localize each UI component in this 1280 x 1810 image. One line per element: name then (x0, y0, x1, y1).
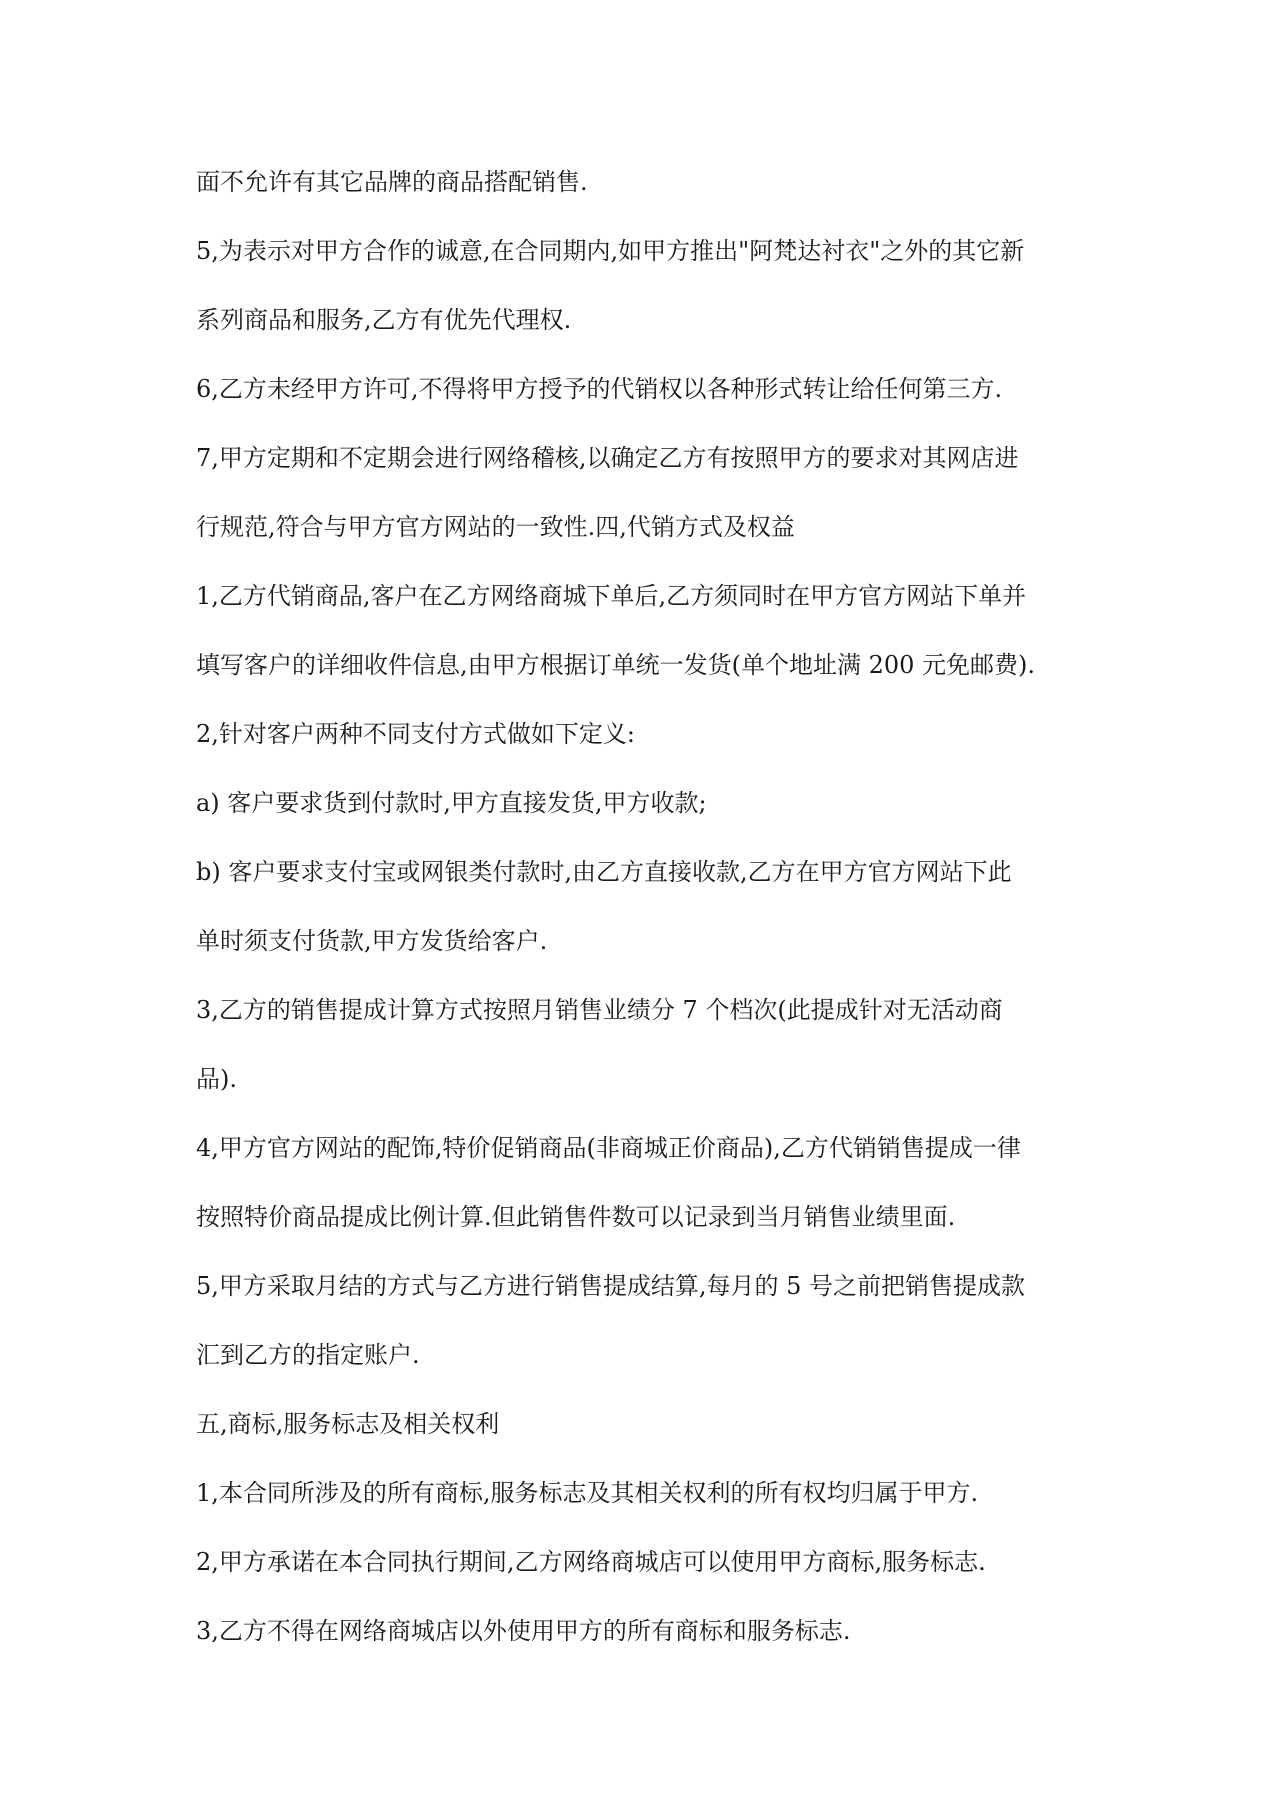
text-line: 单时须支付货款,甲方发货给客户. (196, 927, 548, 955)
text-line: 2,甲方承诺在本合同执行期间,乙方网络商城店可以使用甲方商标,服务标志. (196, 1548, 986, 1576)
text-line: 6,乙方未经甲方许可,不得将甲方授予的代销权以各种形式转让给任何第三方. (196, 375, 1003, 403)
text-line: 五,商标,服务标志及相关权利 (196, 1410, 500, 1438)
text-line: 4,甲方官方网站的配饰,特价促销商品(非商城正价商品),乙方代销销售提成一律 (196, 1134, 1021, 1162)
text-line: 行规范,符合与甲方官方网站的一致性.四,代销方式及权益 (196, 513, 795, 541)
text-line: 5,为表示对甲方合作的诚意,在合同期内,如甲方推出"阿梵达衬衣"之外的其它新 (196, 237, 1025, 265)
text-line: 1,本合同所涉及的所有商标,服务标志及其相关权利的所有权均归属于甲方. (196, 1479, 979, 1507)
text-line: a) 客户要求货到付款时,甲方直接发货,甲方收款; (196, 789, 707, 817)
text-line: 3,乙方的销售提成计算方式按照月销售业绩分 7 个档次(此提成针对无活动商 (196, 996, 1003, 1024)
text-line: 5,甲方采取月结的方式与乙方进行销售提成结算,每月的 5 号之前把销售提成款 (196, 1272, 1026, 1300)
text-line: b) 客户要求支付宝或网银类付款时,由乙方直接收款,乙方在甲方官方网站下此 (196, 858, 1012, 886)
text-line: 面不允许有其它品牌的商品搭配销售. (196, 168, 588, 196)
text-line: 按照特价商品提成比例计算.但此销售件数可以记录到当月销售业绩里面. (196, 1203, 956, 1231)
text-line: 2,针对客户两种不同支付方式做如下定义: (196, 720, 635, 748)
text-line: 系列商品和服务,乙方有优先代理权. (196, 306, 572, 334)
text-line: 汇到乙方的指定账户. (196, 1341, 420, 1369)
document-body (196, 164, 1096, 1682)
text-line: 7,甲方定期和不定期会进行网络稽核,以确定乙方有按照甲方的要求对其网店进 (196, 444, 1019, 472)
text-line: 填写客户的详细收件信息,由甲方根据订单统一发货(单个地址满 200 元免邮费). (196, 651, 1036, 679)
text-line: 品). (196, 1065, 237, 1093)
text-line: 3,乙方不得在网络商城店以外使用甲方的所有商标和服务标志. (196, 1617, 851, 1645)
text-line: 1,乙方代销商品,客户在乙方网络商城下单后,乙方须同时在甲方官方网站下单并 (196, 582, 1027, 610)
